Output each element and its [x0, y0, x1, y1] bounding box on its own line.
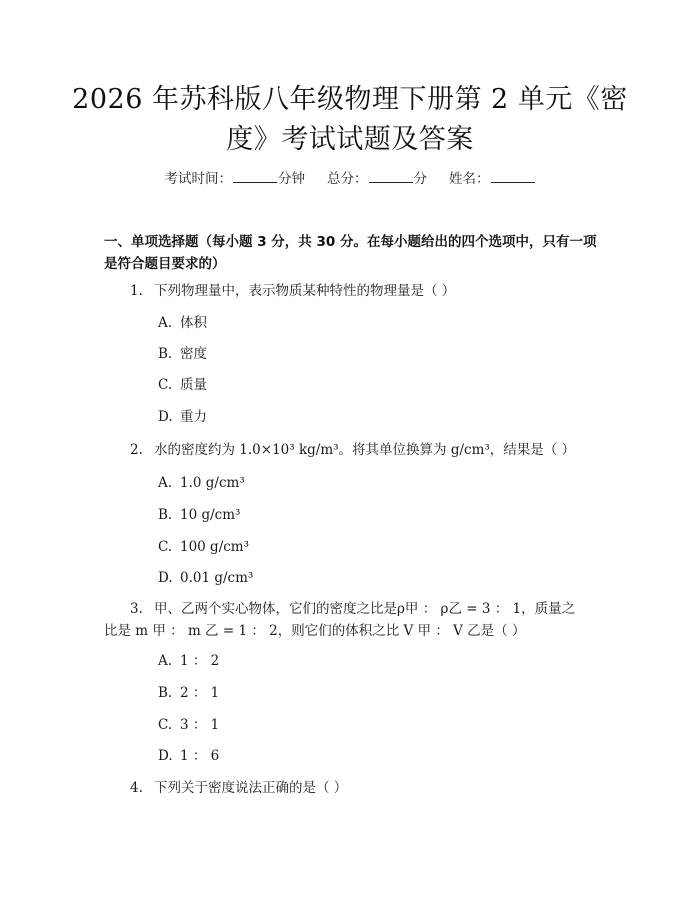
option-text: 2 ： 1 [180, 685, 220, 701]
question-number: 1. [130, 283, 143, 299]
option-label: A. [158, 475, 173, 491]
question-text: 下列物理量中，表示物质某种特性的物理量是（ ） [154, 283, 456, 299]
option-2a [158, 473, 245, 493]
question-text-line-2: 比是 m 甲 ： m 乙 = 1 ： 2，则它们的体积之比 V 甲 ： V 乙是（ ） [104, 623, 526, 639]
option-text: 1 ： 6 [180, 748, 220, 764]
option-label: D. [158, 748, 173, 764]
time-label: 考试时间： [164, 171, 232, 187]
option-label: B. [158, 346, 173, 362]
option-label: C. [158, 377, 173, 393]
option-label: B. [158, 507, 173, 523]
section-heading-line-1: 一、单项选择题（每小题 3 分，共 30 分。在每小题给出的四个选项中，只有一项 [104, 234, 597, 250]
score-unit: 分 [413, 171, 427, 187]
option-2c [158, 537, 249, 557]
section-heading [104, 231, 604, 275]
option-text: 质量 [180, 377, 207, 393]
option-3b [158, 683, 219, 703]
option-text: 重力 [180, 409, 207, 425]
option-text: 0.01 g/cm³ [180, 570, 254, 586]
question-text-line-1: 甲、乙两个实心物体，它们的密度之比是ρ甲 ： ρ乙 = 3 ： 1，质量之 [154, 601, 576, 617]
document-title [70, 80, 630, 160]
question-number: 2. [130, 442, 143, 458]
option-text: 体积 [180, 315, 207, 331]
option-label: D. [158, 570, 173, 586]
option-label: C. [158, 717, 173, 733]
score-label: 总分： [327, 171, 368, 187]
question-3 [104, 598, 604, 642]
title-line-2: 度》考试试题及答案 [226, 124, 474, 155]
time-unit: 分钟 [278, 171, 305, 187]
time-blank [233, 168, 277, 183]
option-1b [158, 344, 207, 364]
exam-meta [0, 168, 700, 189]
option-label: A. [158, 653, 173, 669]
option-text: 密度 [180, 346, 207, 362]
question-text: 水的密度约为 1.0×10³ kg/m³。将其单位换算为 g/cm³，结果是（ ） [154, 442, 576, 458]
section-heading-line-2: 是符合题目要求的） [104, 256, 226, 272]
title-line-1: 2026 年苏科版八年级物理下册第 2 单元《密 [72, 84, 628, 115]
question-number: 4. [130, 780, 143, 796]
option-3d [158, 746, 219, 766]
option-label: A. [158, 315, 173, 331]
option-text: 1.0 g/cm³ [180, 475, 245, 491]
option-text: 100 g/cm³ [180, 539, 250, 555]
option-3a [158, 651, 219, 671]
question-text: 下列关于密度说法正确的是（ ） [154, 780, 348, 796]
option-1c [158, 375, 207, 395]
option-1a [158, 313, 207, 333]
name-blank [491, 168, 535, 183]
question-4 [104, 777, 604, 799]
option-text: 3 ： 1 [180, 717, 220, 733]
option-2d [158, 568, 253, 588]
option-text: 10 g/cm³ [180, 507, 241, 523]
name-label: 姓名： [449, 171, 490, 187]
option-1d [158, 407, 207, 427]
score-blank [369, 168, 413, 183]
question-2 [104, 439, 604, 461]
option-text: 1 ： 2 [180, 653, 220, 669]
question-1 [104, 280, 604, 302]
option-2b [158, 505, 240, 525]
option-label: D. [158, 409, 173, 425]
option-label: C. [158, 539, 173, 555]
option-label: B. [158, 685, 173, 701]
question-number: 3. [130, 601, 143, 617]
option-3c [158, 715, 219, 735]
